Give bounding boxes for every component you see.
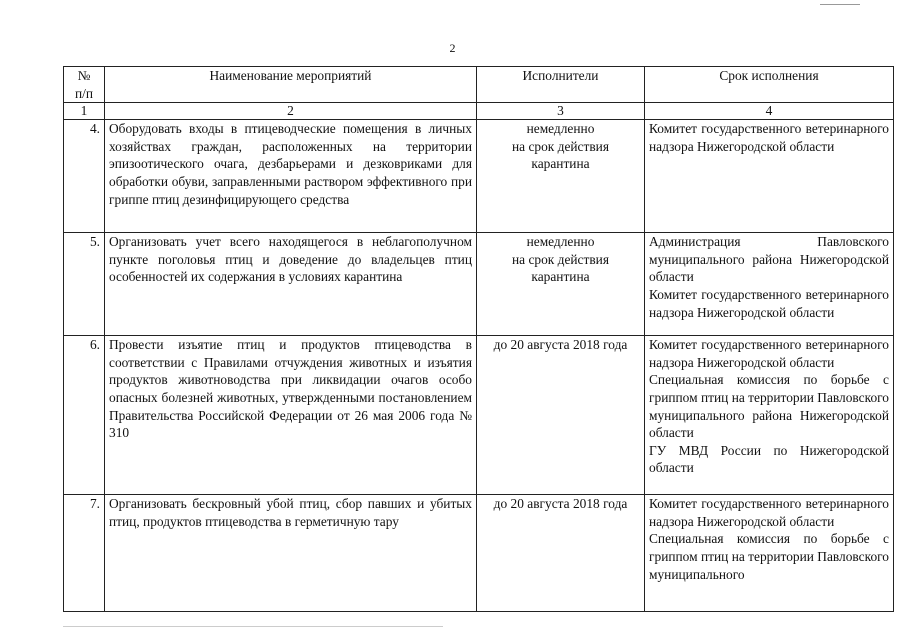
performers-line: до 20 августа 2018 года [493, 337, 628, 353]
measure-text: Организовать учет всего находящегося в неблагополучном пункте поголовья птиц и доведение до владельцев птиц особенностей их содержания в условиях карантина [105, 233, 477, 336]
measure-text: Организовать бескровный убой птиц, сбор павших и убитых птиц, продуктов птицеводства в герметичную тару [105, 495, 477, 626]
performers-line: до 20 августа 2018 года [493, 496, 628, 512]
row-number: 5. [64, 233, 105, 336]
performers-cell [477, 495, 645, 626]
performers-cell [477, 336, 645, 495]
performers-line: на срок действия [511, 138, 609, 154]
deadline-entry: Комитет государственного ветеринарного надзора Нижегородской области [649, 121, 889, 154]
deadline-entry: Комитет государственного ветеринарного надзора Нижегородской области [649, 286, 889, 320]
performers-line: на срок действия [511, 251, 609, 267]
deadline-entry: Специальная комиссия по борьбе с гриппом птиц на территории Павловского муниципального района Нижегородской области [649, 372, 889, 441]
header-number-line2: п/п [74, 85, 94, 101]
performers-line: карантина [531, 269, 590, 285]
column-number: 2 [105, 103, 477, 120]
column-number: 4 [645, 103, 894, 120]
table-row [64, 336, 894, 495]
table-row [64, 120, 894, 233]
performers-cell [477, 233, 645, 336]
deadline-entry: ГУ МВД России по Нижегородской области [649, 442, 889, 476]
deadline-cell [645, 495, 894, 626]
table-bottom-edge [63, 611, 893, 612]
column-number: 1 [64, 103, 105, 120]
header-performers: Исполнители [477, 67, 645, 103]
deadline-cell [645, 233, 894, 336]
performers-line: карантина [531, 156, 590, 172]
row-number: 6. [64, 336, 105, 495]
deadline-cell [645, 336, 894, 495]
measures-table [63, 66, 894, 626]
deadline-entry: Комитет государственного ветеринарного надзора Нижегородской области [649, 337, 889, 370]
deadline-entry: Администрация Павловского муниципального района Нижегородской области [649, 234, 889, 285]
row-number: 7. [64, 495, 105, 626]
header-number-line1: № [77, 68, 91, 83]
deadline-cell [645, 120, 894, 233]
table-row [64, 495, 894, 626]
measure-text: Провести изъятие птиц и продуктов птицеводства в соответствии с Правилами отчуждения животных и изъятия продуктов животноводства при ликвидации очагов особо опасных болезней животных, утвержденными постановлением Правительства Российской Федерации от 26 мая 2006 года № 310 [105, 336, 477, 495]
table-header-row [64, 67, 894, 103]
header-measures: Наименование мероприятий [105, 67, 477, 103]
column-numbers-row [64, 103, 894, 120]
deadline-entry: Комитет государственного ветеринарного надзора Нижегородской области [649, 496, 889, 529]
performers-line: немедленно [526, 121, 595, 137]
scan-artifact [820, 4, 860, 5]
row-number: 4. [64, 120, 105, 233]
performers-cell [477, 120, 645, 233]
performers-line: немедленно [526, 234, 595, 250]
header-number [64, 67, 105, 103]
deadline-entry: Специальная комиссия по борьбе с гриппом птиц на территории Павловского муниципального [649, 531, 889, 582]
column-number: 3 [477, 103, 645, 120]
page-number: 2 [449, 41, 456, 55]
header-deadline: Срок исполнения [645, 67, 894, 103]
table-row [64, 233, 894, 336]
measure-text: Оборудовать входы в птицеводческие помещения в личных хозяйствах граждан, расположенных на территории эпизоотического очага, дезбарьерами и дезковриками для обработки обуви, заправленными раствором эффективного при гриппе птиц дезинфицирующего средства [105, 120, 477, 233]
scan-artifact [63, 626, 443, 627]
